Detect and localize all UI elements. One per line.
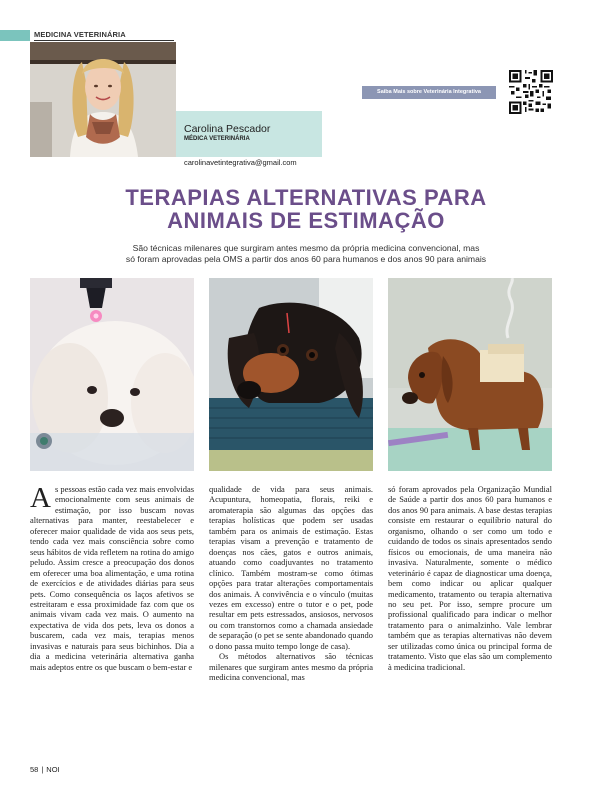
page-number: 58 xyxy=(30,765,39,774)
author-photo xyxy=(30,42,176,157)
article-column-2 xyxy=(209,484,373,760)
article-title xyxy=(60,186,552,232)
section-rule xyxy=(34,40,174,41)
author-name: Carolina Pescador xyxy=(184,123,271,135)
article-title-line-2: ANIMAIS DE ESTIMAÇÃO xyxy=(167,208,445,233)
article-title-line-1: TERAPIAS ALTERNATIVAS PARA xyxy=(125,185,487,210)
article-subtitle xyxy=(50,243,562,265)
section-label: MEDICINA VETERINÁRIA xyxy=(34,30,126,39)
photo-maltese-laser xyxy=(30,278,194,471)
photo-dachshund-acupuncture xyxy=(209,278,373,471)
footer-separator: | xyxy=(41,765,44,774)
page-footer xyxy=(30,765,60,774)
article-subtitle-line-1: São técnicas milenares que surgiram antes mesmo da própria medicina convencional, mas xyxy=(132,243,480,253)
author-email[interactable]: carolinavetintegrativa@gmail.com xyxy=(184,158,297,167)
magazine-name: NOI xyxy=(46,765,60,774)
column-2-paragraph-1: qualidade de vida para seus animais. Acupuntura, homeopatia, florais, reiki e aromaterapia são algumas das opções das terapias holísticas que podem ser usadas também para os animais de estimação. Estas terapias visam a prevenção e tratamento de doenças nos cães, gatos e outros animais, atuando como coadjuvantes no tratamento clínico. Também mostram-se como ótimas opções para tratar alterações comportamentais dos animais. A convivência e o vínculo (muitas vezes em excesso) entre o tutor e o pet, pode resultar em pets estressados, ansiosos, nervosos ou com transtornos como a chamada ansiedade de separação (o pet se sente abandonado quando o dono passa muito tempo longe de casa). xyxy=(209,484,373,651)
dropcap-letter: A xyxy=(30,484,51,514)
article-subtitle-line-2: só foram aprovadas pela OMS a partir dos anos 60 para humanos e dos anos 90 para animais xyxy=(125,254,487,264)
qr-code-icon[interactable] xyxy=(509,70,553,114)
column-2-paragraph-2: Os métodos alternativos são técnicas milenares que surgiram antes mesmo da própria medicina convencional, mas xyxy=(209,651,373,683)
section-accent-bar xyxy=(0,30,30,41)
column-3-paragraph: só foram aprovados pela Organização Mundial de Saúde a partir dos anos 60 para humanos e dos anos 90 para animais. A base destas terapias consiste em restaurar o equilíbrio natural do organismo, olhando o ser como um todo e cuidando de todos os sinais apresentados sendo físicos ou emocionais, de uma maneira não invasiva. Naturalmente, somente o médico veterinário é capaz de diagnosticar uma doença, bem como indicar ou aplicar qualquer medicamento, tratamento ou terapia alternativa no seu pet. Por isso, sempre procure um profissional qualificado para indicar o melhor tratamento para o animalzinho. Vale lembrar também que as terapias alternativas não devem ser utilizadas como única ou principal forma de tratamento. Visto que elas são um complemento à medicina tradicional. xyxy=(388,484,552,672)
author-name-box xyxy=(176,111,322,157)
column-1-text: s pessoas estão cada vez mais envolvidas emocionalmente com seus animais de estimação, por isso buscam novas alternativas para manter, reestabelecer e oferecer maior qualidade de vida aos seus pets, tendo cada vez mais consciência sobre como seus hábitos de vida refletem na rotina do amigo peludo. Assim cresce a preocupação dos donos em oferecer uma boa alimentação, e uma rotina de exercícios e de atividades diárias para seus pets. Como consequência os laços afetivos se estreitaram e essa proximidade faz com que os animais vivam cada vez mais. O aumento na expectativa de vida dos pets, leva os donos a buscarem, cada vez mais, terapias menos invasivas e naturais para seus bichinhos. Dia a dia a medicina veterinária alternativa ganha mais adeptos entre os que buscam o bem-estar e xyxy=(30,484,194,672)
photo-dachshund-moxibustion xyxy=(388,278,552,471)
article-column-1 xyxy=(30,484,194,760)
column-1-paragraph xyxy=(30,484,194,672)
author-role: MÉDICA VETERINÁRIA xyxy=(184,136,250,142)
promo-badge[interactable]: Saiba Mais sobre Veterinária Integrativa xyxy=(362,86,496,99)
article-column-3 xyxy=(388,484,552,760)
